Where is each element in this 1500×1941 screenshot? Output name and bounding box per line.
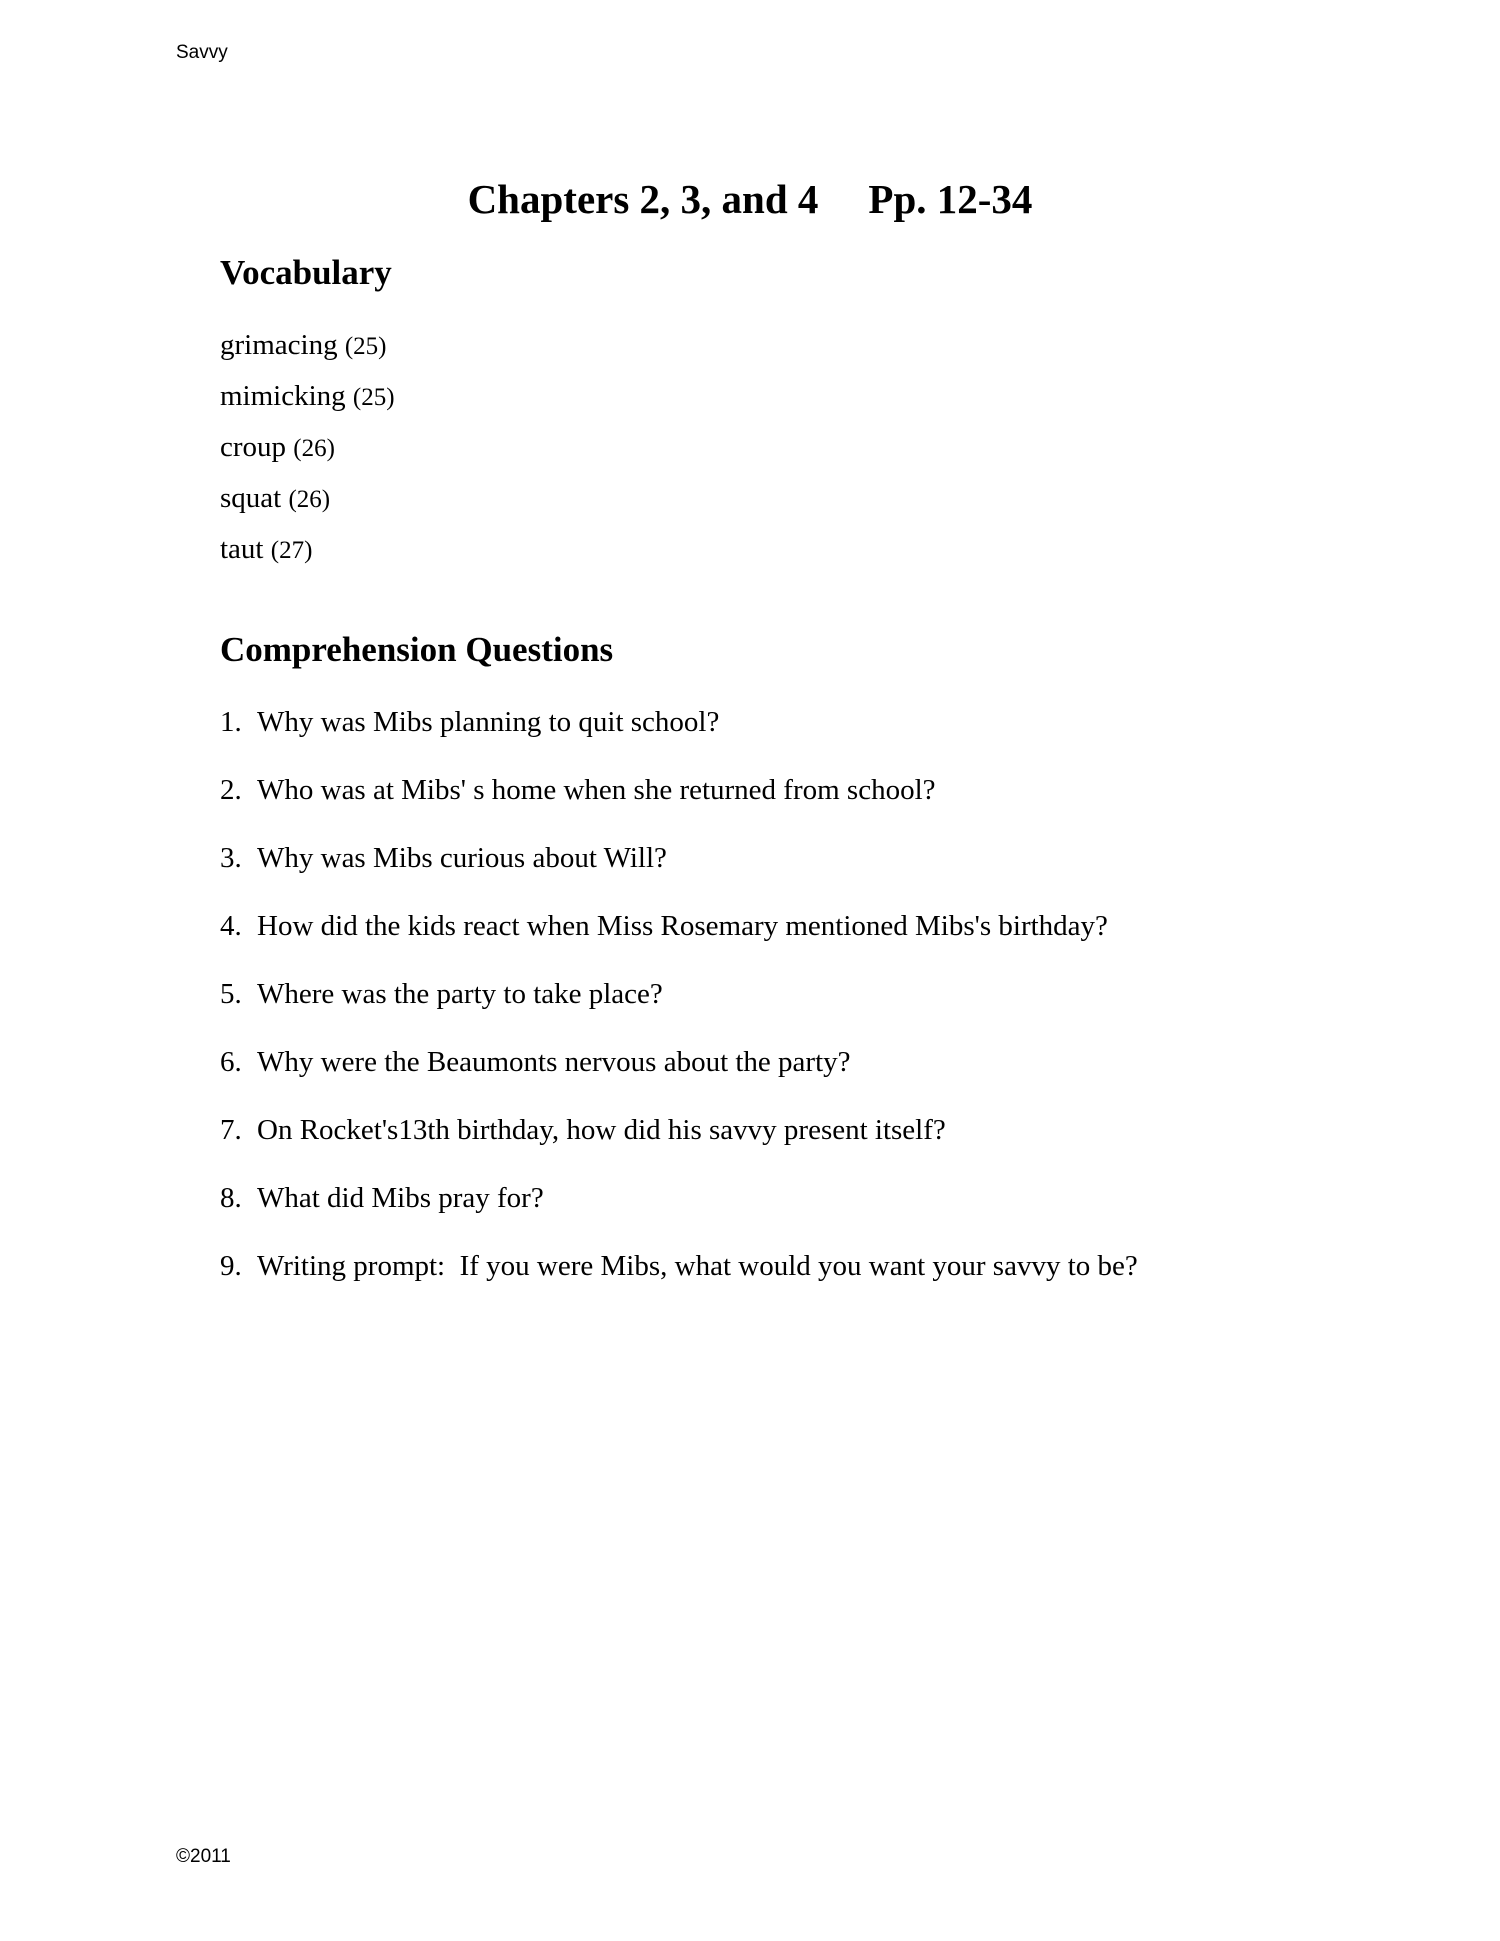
question-list [220, 702, 1138, 1314]
vocab-page-ref: (26) [293, 435, 335, 462]
question-number: 3. [220, 842, 242, 874]
question-item [220, 1246, 1138, 1314]
vocab-word: taut [220, 533, 264, 565]
page-range: Pp. 12-34 [868, 176, 1033, 222]
vocabulary-item [220, 427, 395, 478]
vocabulary-heading: Vocabulary [220, 253, 392, 292]
vocab-page-ref: (25) [352, 384, 395, 411]
page-title [0, 175, 1500, 223]
vocab-word: mimicking [220, 380, 346, 412]
question-number: 8. [220, 1182, 242, 1214]
vocabulary-item [220, 325, 395, 376]
question-number: 7. [220, 1114, 242, 1146]
question-text: Writing prompt: If you were Mibs, what would you want your savvy to be? [257, 1250, 1138, 1282]
vocab-page-ref: (27) [270, 537, 313, 564]
comprehension-heading: Comprehension Questions [220, 630, 614, 669]
chapters-range: Chapters 2, 3, and 4 [467, 176, 819, 222]
question-text: What did Mibs pray for? [257, 1182, 544, 1214]
vocabulary-item [220, 529, 395, 580]
question-item [220, 974, 1138, 1042]
question-item [220, 1042, 1138, 1110]
question-text: Why was Mibs curious about Will? [257, 842, 667, 874]
question-text: On Rocket's13th birthday, how did his savvy present itself? [257, 1114, 946, 1146]
question-item [220, 838, 1138, 906]
question-item [220, 1178, 1138, 1246]
question-text: How did the kids react when Miss Rosemary mentioned Mibs's birthday? [257, 910, 1108, 942]
question-number: 1. [220, 706, 242, 738]
question-text: Who was at Mibs' s home when she returned from school? [257, 774, 936, 806]
vocabulary-list [220, 325, 395, 580]
vocab-word: squat [220, 482, 282, 514]
question-number: 5. [220, 978, 242, 1010]
question-number: 4. [220, 910, 242, 942]
question-number: 6. [220, 1046, 242, 1078]
vocab-page-ref: (25) [344, 333, 387, 360]
question-text: Where was the party to take place? [257, 978, 663, 1010]
question-number: 9. [220, 1250, 242, 1282]
document-header-label: Savvy [176, 42, 228, 63]
vocabulary-item [220, 478, 395, 529]
vocab-page-ref: (26) [288, 486, 331, 513]
question-item [220, 1110, 1138, 1178]
vocabulary-item [220, 376, 395, 427]
copyright-footer: ©2011 [176, 1846, 231, 1867]
question-number: 2. [220, 774, 242, 806]
vocab-word: grimacing [220, 329, 338, 361]
question-item [220, 770, 1138, 838]
question-item [220, 702, 1138, 770]
question-text: Why were the Beaumonts nervous about the party? [257, 1046, 851, 1078]
vocab-word: croup [220, 431, 287, 463]
question-item [220, 906, 1138, 974]
question-text: Why was Mibs planning to quit school? [257, 706, 720, 738]
